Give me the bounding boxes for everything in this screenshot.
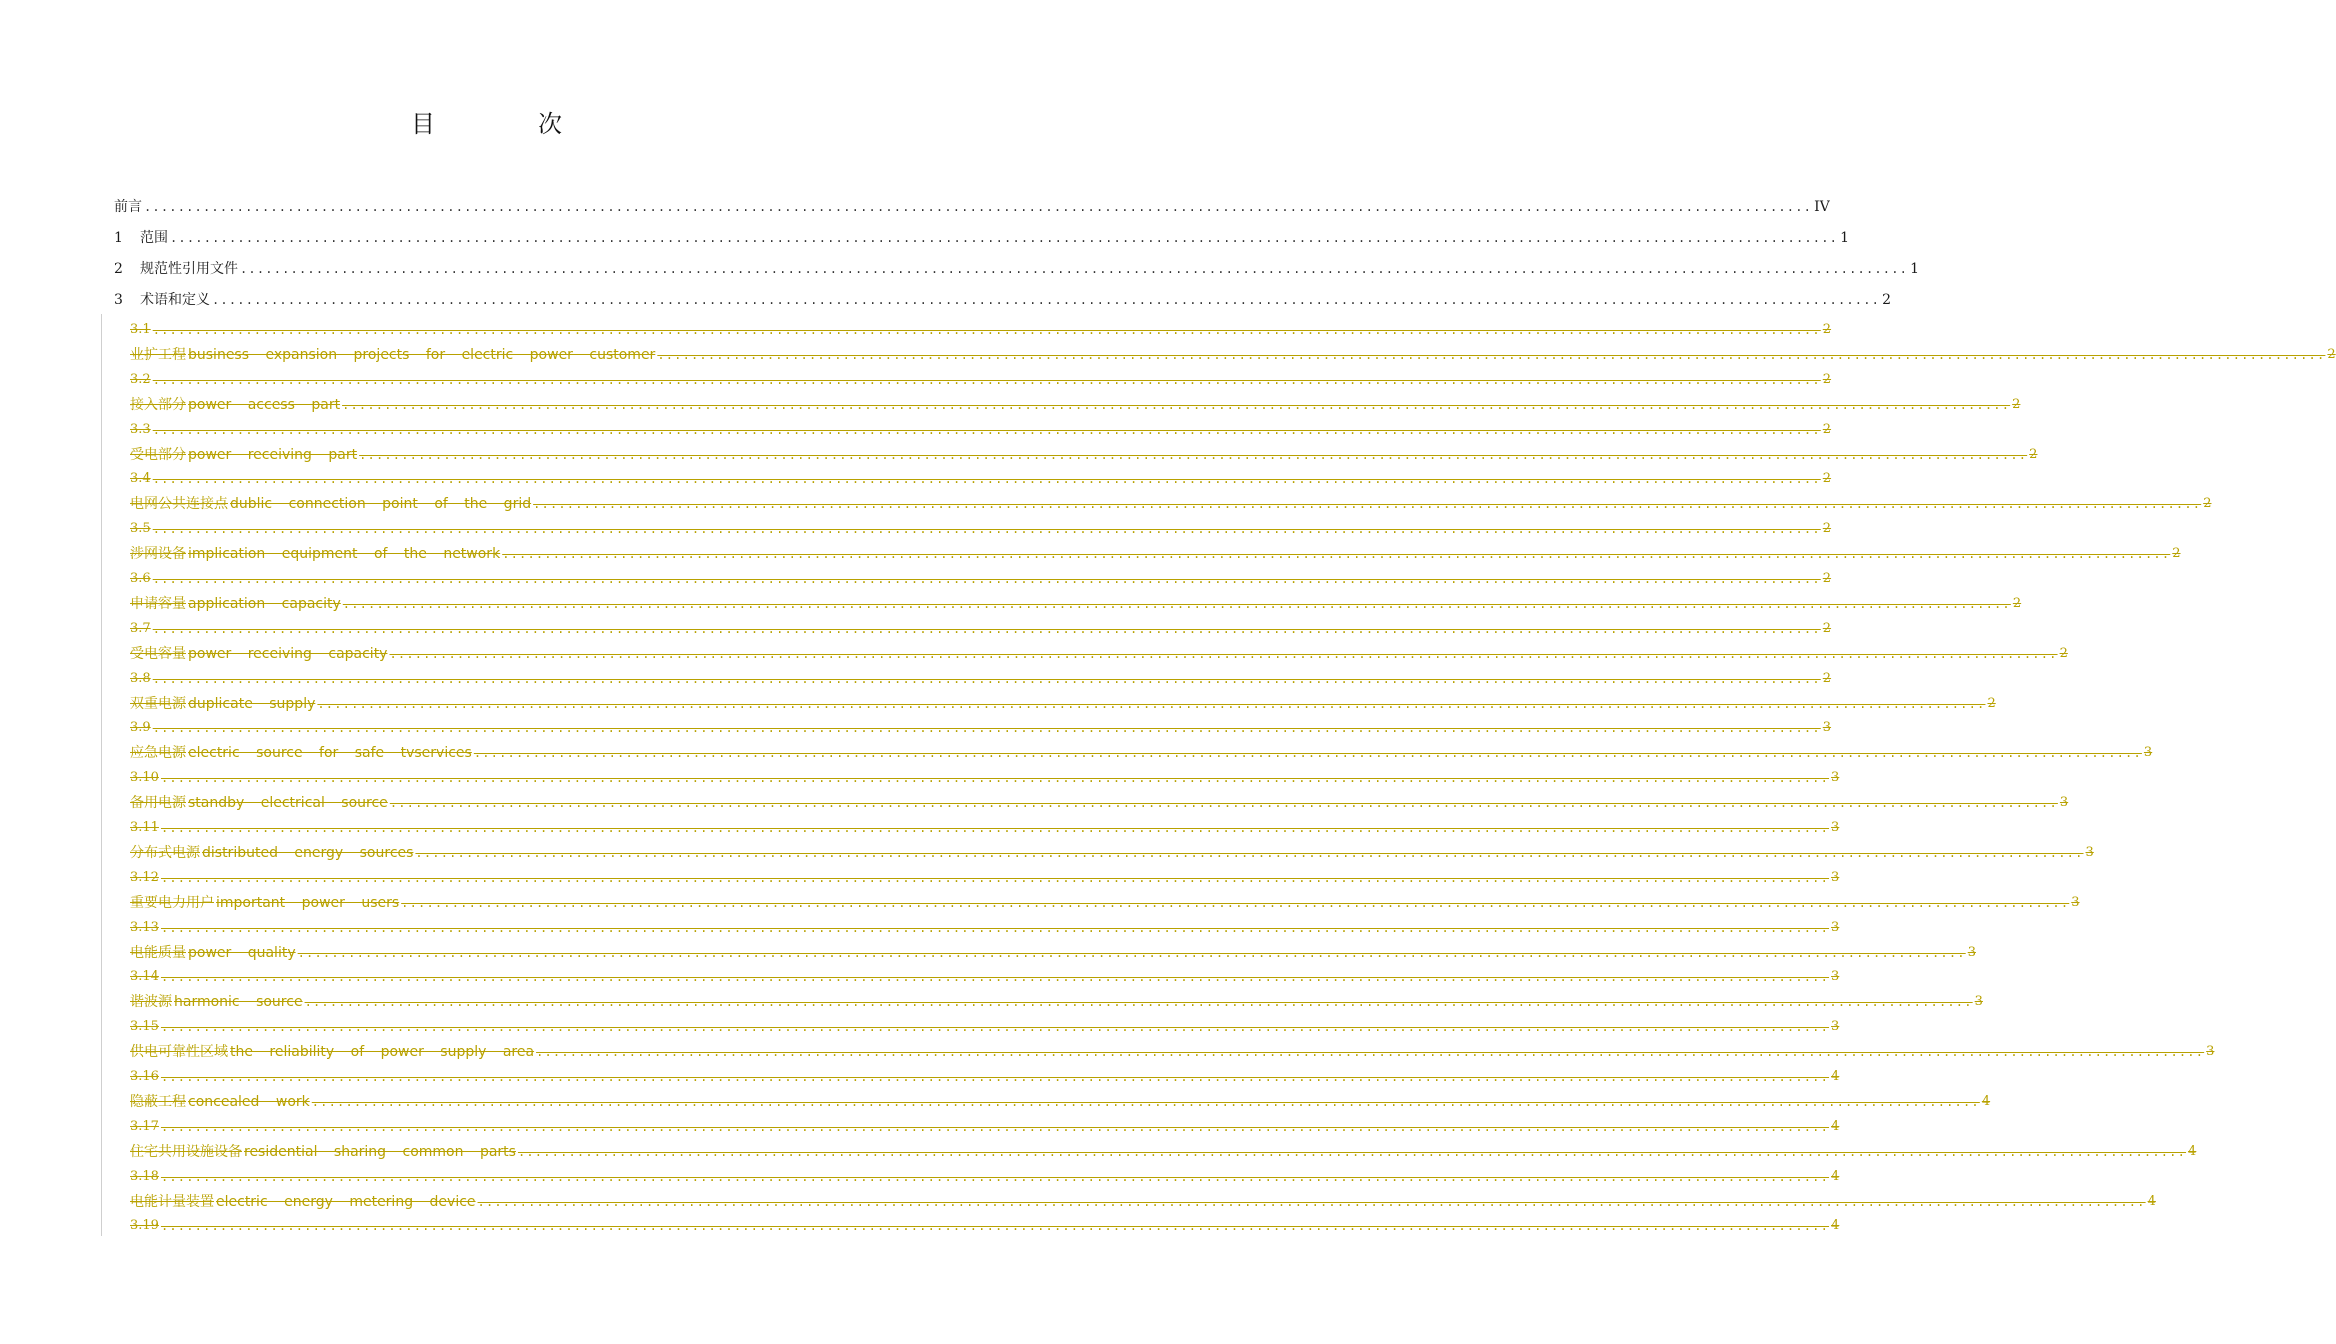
dot-leader: ...................................................................................................................................................................................................... — [152, 522, 1821, 537]
term-english: power quality — [188, 944, 296, 961]
dot-leader: ...................................................................................................................................................................................................... — [160, 1070, 1830, 1084]
toc-entry-terms-definitions[interactable] — [114, 286, 1891, 310]
term-english: dublic connection point of the grid — [230, 496, 532, 513]
term-english: business expansion projects for electric power customer — [188, 346, 656, 363]
term-chinese: 电能质量 — [130, 944, 186, 961]
term-line[interactable] — [130, 393, 2021, 415]
subsection-number: 3.2 — [130, 371, 151, 387]
term-chinese: 住宅共用设施设备 — [130, 1143, 242, 1160]
dot-leader: ...................................................................................................................................................................................................... — [152, 721, 1821, 736]
term-chinese: 重要电力用户 — [130, 894, 214, 911]
dot-leader: ...................................................................................................................................................................................................... — [160, 771, 1830, 786]
term-line[interactable] — [130, 791, 2069, 813]
term-chinese: 供电可靠性区域 — [130, 1044, 228, 1061]
subsection-number: 3.17 — [130, 1118, 159, 1134]
dot-leader: ...................................................................................................................................................................................................... — [342, 397, 2011, 412]
term-english: application capacity — [188, 595, 341, 612]
subsection-number-line[interactable] — [130, 567, 1832, 589]
dot-leader: ...................................................................................................................................................................................................... — [517, 1144, 2187, 1159]
subsection-page: 2 — [1822, 620, 1832, 636]
subsection-number-line[interactable] — [130, 1165, 1840, 1187]
term-line[interactable] — [130, 492, 2212, 514]
term-chinese: 分布式电源 — [130, 844, 200, 861]
subsection-number-line[interactable] — [130, 1065, 1840, 1087]
term-line[interactable] — [130, 1040, 2215, 1062]
subsection-number-line[interactable] — [130, 667, 1832, 689]
toc-entry-page: 1 — [1910, 261, 1919, 277]
dot-leader: ...................................................................................................................................................................................................... — [152, 422, 1821, 437]
term-english: concealed work — [188, 1093, 310, 1110]
subsection-number-line[interactable] — [130, 1115, 1840, 1137]
subsection-number-line[interactable] — [130, 816, 1840, 838]
term-line[interactable] — [130, 443, 2038, 465]
subsection-page: 3 — [1831, 770, 1840, 786]
subsection-page: 2 — [1822, 471, 1832, 487]
subsection-page: 3 — [1831, 969, 1840, 985]
subsection-number: 3.19 — [130, 1218, 159, 1234]
term-english: distributed energy sources — [202, 844, 414, 861]
term-page: 3 — [1974, 994, 1983, 1010]
term-line[interactable] — [130, 642, 2068, 664]
subsection-number-line[interactable] — [130, 467, 1832, 489]
term-chinese: 谐波源 — [130, 994, 172, 1011]
subsection-page: 2 — [1822, 571, 1832, 586]
dot-leader: ...................................................................................................................................................................................................... — [160, 1219, 1830, 1234]
term-english: implication equipment of the network — [188, 546, 501, 563]
toc-entry-label: 前言 — [114, 199, 142, 215]
dot-leader: ...................................................................................................................................................................................................... — [152, 472, 1821, 487]
term-english: harmonic source — [174, 994, 303, 1011]
dot-leader: ...................................................................................................................................................................................................... — [160, 1119, 1830, 1134]
subsection-page: 2 — [1822, 670, 1832, 686]
subsection-page: 4 — [1831, 1168, 1840, 1184]
term-chinese: 业扩工程 — [130, 346, 186, 363]
dot-leader: ...................................................................................................................................................................................................... — [152, 671, 1821, 686]
term-line[interactable] — [130, 1140, 2197, 1162]
dot-leader: ...................................................................................................................................................................................................... — [160, 870, 1830, 885]
subsection-page: 3 — [1831, 820, 1840, 835]
term-line[interactable] — [130, 692, 1996, 714]
toc-entry-page: IV — [1814, 199, 1830, 215]
term-page: 3 — [2085, 844, 2094, 860]
subsection-number: 3.6 — [130, 571, 151, 586]
dot-leader: ...................................................................................................................................................................................................... — [533, 497, 2202, 512]
dot-leader: ...................................................................................................................................................................................................... — [536, 1045, 2205, 1060]
term-chinese: 接入部分 — [130, 396, 186, 413]
term-english: standby electrical source — [188, 795, 388, 812]
term-page: 2 — [2012, 396, 2021, 412]
subsection-number: 3.1 — [130, 322, 151, 337]
term-english: important power users — [216, 894, 400, 911]
dot-leader: ...................................................................................................................................................................................................... — [477, 1194, 2146, 1209]
dot-leader: ...................................................................................................................................................................................................... — [152, 621, 1821, 636]
term-chinese: 电网公共连接点 — [130, 496, 228, 513]
dot-leader: ...................................................................................................................................................................................................... — [389, 646, 2058, 661]
subsection-number-line[interactable] — [130, 1015, 1840, 1037]
dot-leader: ...................................................................................................................................................................................................... — [415, 845, 2084, 860]
toc-entry-page: 2 — [1882, 292, 1891, 308]
toc-entry-foreword[interactable] — [114, 193, 1830, 217]
subsection-page: 4 — [1831, 1069, 1840, 1084]
term-english: power receiving part — [188, 446, 358, 463]
subsection-page: 3 — [1822, 720, 1832, 736]
term-english: the reliability of power supply area — [230, 1044, 535, 1061]
term-chinese: 受电容量 — [130, 645, 186, 662]
term-page: 3 — [2071, 894, 2080, 910]
term-chinese: 隐蔽工程 — [130, 1093, 186, 1110]
dot-leader: ...................................................................................................................................................................................................... — [473, 746, 2142, 761]
dot-leader: ...................................................................................................................................................................................................... — [401, 895, 2070, 910]
subsection-number-line[interactable] — [130, 766, 1840, 788]
subsection-number-line[interactable] — [130, 965, 1840, 987]
subsection-number-line[interactable] — [130, 418, 1832, 440]
subsection-number: 3.13 — [130, 919, 159, 935]
subsection-number-line[interactable] — [130, 368, 1832, 390]
page-title — [0, 106, 950, 142]
term-line[interactable] — [130, 343, 2336, 365]
dot-leader: ...................................................................................................................................................................................................... — [342, 596, 2011, 611]
subsection-number-line[interactable] — [130, 1214, 1840, 1236]
dot-leader: ...................................................................................................................................................................................................... — [144, 200, 1813, 214]
term-chinese: 受电部分 — [130, 446, 186, 463]
term-chinese: 涉网设备 — [130, 546, 186, 563]
term-page: 4 — [2147, 1193, 2156, 1209]
term-page: 3 — [2059, 795, 2069, 811]
toc-entry-label: 范围 — [140, 230, 168, 246]
dot-leader: ...................................................................................................................................................................................................... — [170, 231, 1839, 245]
subsection-number-line[interactable] — [130, 866, 1840, 888]
term-line[interactable] — [130, 841, 2094, 863]
toc-entry-label: 规范性引用文件 — [140, 261, 238, 277]
subsection-number: 3.5 — [130, 521, 151, 537]
term-page: 3 — [2206, 1044, 2215, 1060]
dot-leader: ...................................................................................................................................................................................................... — [152, 323, 1821, 337]
subsection-page: 2 — [1822, 371, 1832, 387]
toc-entry-normative-references[interactable] — [114, 255, 1919, 279]
subsection-number: 3.7 — [130, 620, 151, 636]
subsection-page: 3 — [1831, 1019, 1840, 1035]
subsection-number-line[interactable] — [130, 318, 1832, 340]
dot-leader: ...................................................................................................................................................................................................... — [311, 1094, 1980, 1109]
term-page: 2 — [2012, 595, 2022, 611]
term-chinese: 应急电源 — [130, 745, 186, 762]
term-line[interactable] — [130, 592, 2022, 614]
subsection-page: 2 — [1822, 521, 1832, 537]
term-english: power receiving capacity — [188, 645, 388, 662]
dot-leader: ...................................................................................................................................................................................................... — [160, 821, 1830, 835]
term-page: 2 — [2203, 496, 2212, 512]
subsection-number-line[interactable] — [130, 916, 1840, 938]
subsection-page: 2 — [1822, 322, 1832, 337]
term-page: 2 — [1987, 695, 1996, 711]
term-english: electric source for safe tvservices — [188, 745, 472, 762]
toc-entry-number: 3 — [114, 292, 123, 308]
subsection-number: 3.14 — [130, 969, 159, 985]
dot-leader: ...................................................................................................................................................................................................... — [389, 796, 2058, 811]
term-chinese: 申请容量 — [130, 595, 186, 612]
subsection-number: 3.9 — [130, 720, 151, 736]
term-english: electric energy metering device — [216, 1193, 476, 1210]
term-chinese: 备用电源 — [130, 795, 186, 812]
term-page: 2 — [2327, 346, 2336, 362]
dot-leader: ...................................................................................................................................................................................................... — [359, 447, 2028, 462]
dot-leader: ...................................................................................................................................................................................................... — [152, 572, 1821, 586]
revision-bar — [101, 314, 102, 1236]
dot-leader: ...................................................................................................................................................................................................... — [240, 262, 1909, 276]
subsection-number-line[interactable] — [130, 517, 1832, 539]
subsection-number: 3.18 — [130, 1168, 159, 1184]
term-line[interactable] — [130, 990, 1983, 1012]
toc-entry-number: 1 — [114, 230, 123, 246]
toc-entry-scope[interactable] — [114, 224, 1849, 248]
toc-entry-page: 1 — [1840, 230, 1849, 246]
subsection-number: 3.8 — [130, 670, 151, 686]
toc-entry-number: 2 — [114, 261, 123, 277]
subsection-number: 3.3 — [130, 421, 151, 437]
term-english: residential sharing common parts — [244, 1143, 516, 1160]
term-page: 2 — [2172, 546, 2181, 562]
term-page: 3 — [2143, 745, 2153, 761]
term-page: 2 — [2029, 446, 2038, 462]
dot-leader: ...................................................................................................................................................................................................... — [152, 372, 1821, 387]
dot-leader: ...................................................................................................................................................................................................... — [160, 1169, 1830, 1184]
term-line[interactable] — [130, 542, 2181, 564]
subsection-number: 3.15 — [130, 1019, 159, 1035]
term-line[interactable] — [130, 1090, 1991, 1112]
term-line[interactable] — [130, 1190, 2156, 1212]
subsection-number-line[interactable] — [130, 617, 1832, 639]
term-line[interactable] — [130, 741, 2153, 763]
subsection-number: 3.16 — [130, 1069, 159, 1084]
dot-leader: ...................................................................................................................................................................................................... — [160, 1020, 1830, 1035]
dot-leader: ...................................................................................................................................................................................................... — [212, 293, 1881, 307]
toc-entry-label: 术语和定义 — [140, 292, 210, 308]
subsection-page: 2 — [1822, 421, 1832, 437]
subsection-number: 3.10 — [130, 770, 159, 786]
subsection-page: 4 — [1831, 1218, 1840, 1234]
dot-leader: ...................................................................................................................................................................................................... — [502, 547, 2171, 562]
dot-leader: ...................................................................................................................................................................................................... — [160, 970, 1830, 985]
title-char-ci: 次 — [538, 110, 562, 138]
term-english: duplicate supply — [188, 695, 316, 712]
term-page: 2 — [2059, 645, 2068, 661]
subsection-number: 3.4 — [130, 471, 151, 487]
dot-leader: ...................................................................................................................................................................................................... — [160, 920, 1830, 935]
term-page: 4 — [1981, 1093, 1991, 1109]
term-line[interactable] — [130, 941, 1976, 963]
term-chinese: 双重电源 — [130, 695, 186, 712]
term-page: 3 — [1967, 944, 1976, 960]
subsection-number-line[interactable] — [130, 716, 1832, 738]
term-english: power access part — [188, 396, 341, 413]
dot-leader: ...................................................................................................................................................................................................... — [657, 347, 2326, 362]
subsection-page: 4 — [1831, 1118, 1840, 1134]
dot-leader: ...................................................................................................................................................................................................... — [304, 995, 1973, 1010]
subsection-page: 3 — [1831, 919, 1840, 935]
dot-leader: ...................................................................................................................................................................................................... — [317, 696, 1986, 711]
dot-leader: ...................................................................................................................................................................................................... — [297, 945, 1966, 960]
term-page: 4 — [2188, 1143, 2197, 1159]
term-chinese: 电能计量装置 — [130, 1193, 214, 1210]
subsection-number: 3.11 — [130, 820, 159, 835]
subsection-page: 3 — [1831, 869, 1840, 885]
subsection-number: 3.12 — [130, 869, 159, 885]
term-line[interactable] — [130, 891, 2080, 913]
title-char-mu: 目 — [411, 110, 435, 138]
